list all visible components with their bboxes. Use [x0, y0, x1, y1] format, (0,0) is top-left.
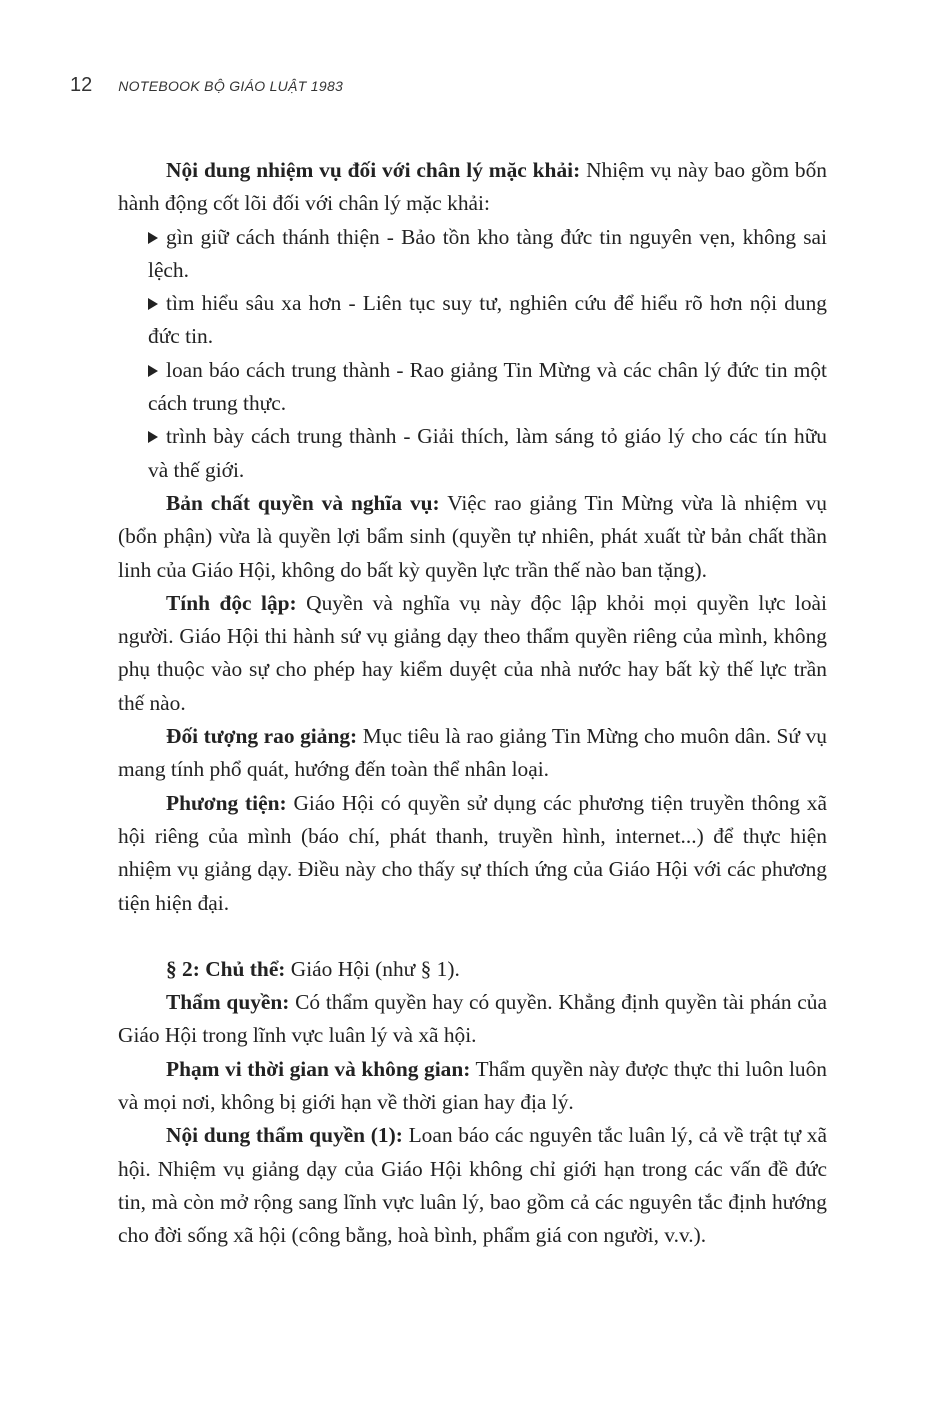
- paragraph-text: Mục tiêu là rao giảng Tin Mừng cho muôn dân. Sứ vụ mang tính phổ quát, hướng đến toàn thể nhân loại.: [118, 724, 827, 782]
- paragraph-intro: [118, 154, 827, 221]
- bullet-list: [118, 221, 827, 487]
- book-title: NOTEBOOK BỘ GIÁO LUẬT 1983: [118, 78, 344, 94]
- paragraph-label: § 2: Chủ thể:: [166, 956, 286, 981]
- paragraph-audience: [118, 720, 827, 787]
- page-number: 12: [70, 74, 93, 96]
- paragraph-label: Tính độc lập:: [166, 590, 297, 615]
- paragraph-independence: [118, 587, 827, 720]
- running-header: [70, 74, 343, 97]
- paragraph-competence: [118, 986, 827, 1053]
- list-item: [118, 287, 827, 354]
- list-item-text: trình bày cách trung thành - Giải thích, làm sáng tỏ giáo lý cho các tín hữu và thế giới.: [148, 424, 827, 482]
- paragraph-nature: [118, 487, 827, 587]
- paragraph-text: Giáo Hội (như § 1).: [285, 956, 460, 981]
- section-spacer: [118, 920, 827, 953]
- paragraph-text: Quyền và nghĩa vụ này độc lập khỏi mọi quyền lực loài người. Giáo Hội thi hành sứ vụ giảng dạy theo thẩm quyền riêng của mình, không phụ thuộc vào sự cho phép hay kiểm duyệt của nhà nước hay bất kỳ thế lực trần thế nào.: [118, 590, 827, 715]
- paragraph-text: Loan báo các nguyên tắc luân lý, cả về trật tự xã hội. Nhiệm vụ giảng dạy của Giáo Hội không chỉ giới hạn trong các vấn đề đức tin, mà còn mở rộng sang lĩnh vực luân lý, bao gồm cả các nguyên tắc định hướng cho đời sống xã hội (công bằng, hoà bình, phẩm giá con người, v.v.).: [118, 1123, 827, 1248]
- paragraph-label: Nội dung thẩm quyền (1):: [166, 1123, 403, 1148]
- triangle-bullet-icon: [148, 298, 158, 310]
- paragraph-label: Nội dung nhiệm vụ đối với chân lý mặc khải:: [166, 158, 581, 182]
- paragraph-text: Thẩm quyền này được thực thi luôn luôn và mọi nơi, không bị giới hạn về thời gian hay địa lý.: [118, 1056, 827, 1115]
- triangle-bullet-icon: [148, 431, 158, 443]
- paragraph-subject: [118, 953, 827, 986]
- list-item-text: loan báo cách trung thành - Rao giảng Tin Mừng và các chân lý đức tin một cách trung thực.: [148, 357, 827, 416]
- list-item-text: tìm hiểu sâu xa hơn - Liên tục suy tư, nghiên cứu để hiểu rõ hơn nội dung đức tin.: [148, 291, 827, 349]
- paragraph-text: Việc rao giảng Tin Mừng vừa là nhiệm vụ (bổn phận) vừa là quyền lợi bẩm sinh (quyền tự nhiên, phát xuất từ bản chất thần linh của Giáo Hội, không do bất kỳ quyền lực trần thế nào ban tặng).: [118, 490, 827, 582]
- page-body: [118, 154, 827, 1253]
- paragraph-label: Đối tượng rao giảng:: [166, 724, 358, 749]
- paragraph-scope: [118, 1053, 827, 1120]
- paragraph-means: [118, 787, 827, 920]
- paragraph-content-competence: [118, 1119, 827, 1252]
- list-item: [118, 221, 827, 288]
- list-item: [118, 420, 827, 487]
- list-item-text: gìn giữ cách thánh thiện - Bảo tồn kho tàng đức tin nguyên vẹn, không sai lệch.: [148, 224, 827, 282]
- paragraph-label: Thẩm quyền:: [166, 990, 290, 1015]
- triangle-bullet-icon: [148, 365, 158, 377]
- list-item: [118, 354, 827, 421]
- paragraph-label: Bản chất quyền và nghĩa vụ:: [166, 490, 440, 515]
- triangle-bullet-icon: [148, 232, 158, 244]
- paragraph-text: Giáo Hội có quyền sử dụng các phương tiện truyền thông xã hội riêng của mình (báo chí, phát thanh, truyền hình, internet...) để thực hiện nhiệm vụ giảng dạy. Điều này cho thấy sự thích ứng của Giáo Hội với các phương tiện hiện đại.: [118, 790, 828, 915]
- paragraph-label: Phạm vi thời gian và không gian:: [166, 1056, 471, 1081]
- paragraph-label: Phương tiện:: [166, 790, 287, 815]
- paragraph-text: Có thẩm quyền hay có quyền. Khẳng định quyền tài phán của Giáo Hội trong lĩnh vực luân lý và xã hội.: [118, 990, 827, 1048]
- paragraph-text: Nhiệm vụ này bao gồm bốn hành động cốt lõi đối với chân lý mặc khải:: [118, 158, 827, 216]
